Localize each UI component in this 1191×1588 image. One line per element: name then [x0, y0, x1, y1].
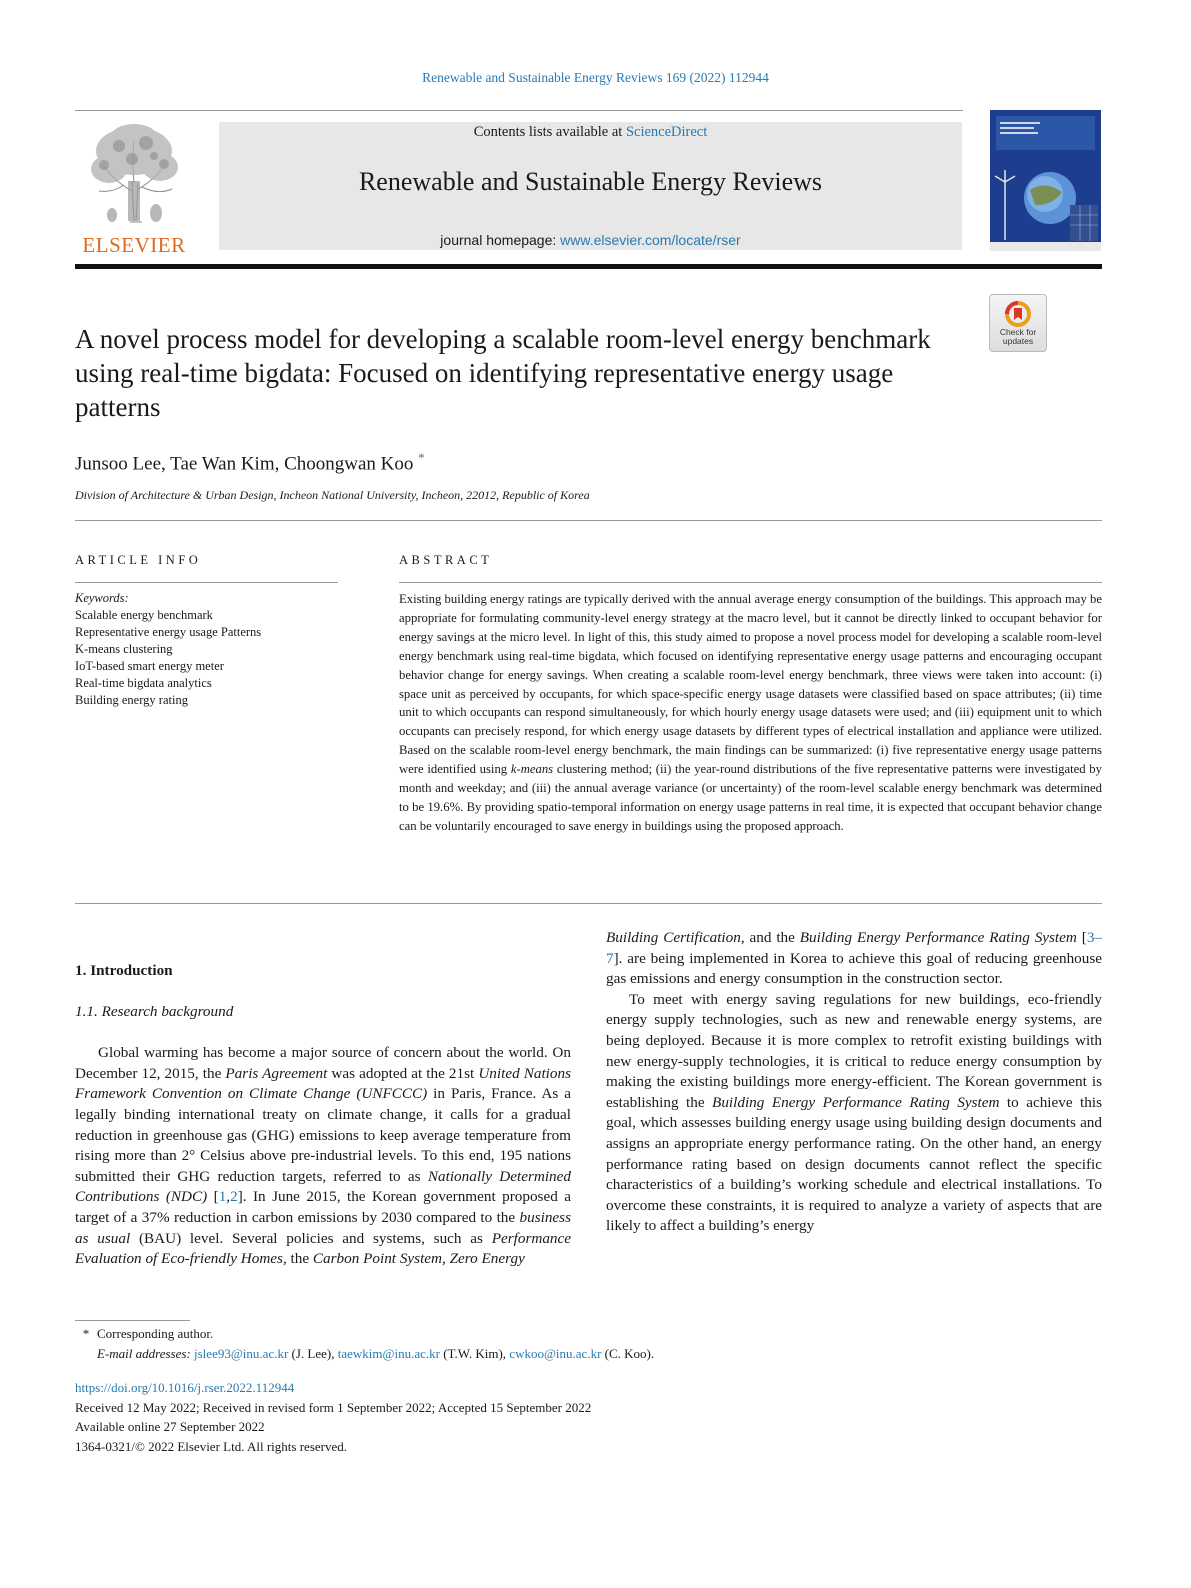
article-info-rule — [75, 582, 338, 583]
abstract-part: Existing building energy ratings are typically derived with the annual average energy consumption of the buildings. This approach may be appropriate for formulating community-level energy strategy at the macro level, but it cannot be directly linked to occupant behavior for energy savings at the micro level. In light of this, this study aimed to propose a novel process model for developing a scalable room-level energy benchmark using real-time bigdata, which focused on identifying representative energy usage patterns and encouraging occupant behavior change for energy savings. When creating a scalable room-level energy benchmark, three views were taken into account: (i) space unit as perceived by occupants, for which space-specific energy usage datasets were classified based on space attributes; (ii) time unit to which occupants can respond simultaneously, for which hourly energy usage datasets were used; and (iii) equipment unit to which occupants can precisely respond, for which energy usage datasets by different types of electrical installation and appliance were utilized. Based on the scalable room-level energy benchmark, the main findings can be summarized: (i) five representative energy usage patterns were identified using — [399, 592, 1102, 777]
body-paragraph — [606, 928, 1102, 990]
body-column-right — [606, 928, 1102, 1237]
text-run: To meet with energy saving regulations for new buildings, eco-friendly energy supply technologies, such as new and renewable energy systems, are being deployed. Because it is more complex to retrofit existing buildings with new energy-supply technologies, it is critical to reduce energy consumption by making the existing buildings more energy-efficient. The Korean government is establishing the — [606, 990, 1102, 1111]
footnote-rule — [75, 1320, 190, 1321]
journal-banner — [219, 122, 962, 250]
emphasis-run: United Nations Framework Convention on Climate Change (UNFCCC) — [75, 1064, 571, 1103]
text-run: , — [226, 1188, 231, 1206]
check-updates-icon — [1005, 301, 1031, 327]
emphasis-run: Performance Evaluation of Eco-friendly Homes, — [75, 1229, 571, 1268]
sciencedirect-link[interactable]: ScienceDirect — [625, 124, 708, 140]
footnote-mark: * — [82, 1326, 90, 1341]
homepage-prefix: journal homepage: — [440, 232, 561, 248]
text-run: [ — [207, 1188, 219, 1206]
text-run: [ — [1076, 929, 1087, 946]
article-metadata — [75, 1378, 591, 1456]
copyright: 1364-0321/© 2022 Elsevier Ltd. All rights reserved. — [75, 1438, 347, 1454]
body-paragraph — [606, 990, 1102, 1237]
homepage-line — [219, 232, 962, 248]
elsevier-tree-icon — [84, 121, 184, 226]
text-run: was adopted at the 21st — [327, 1064, 479, 1082]
keywords-list — [75, 590, 345, 709]
article-info-heading: ARTICLE INFO — [75, 553, 202, 567]
check-for-updates-button[interactable] — [989, 294, 1047, 352]
check-updates-label: Check for updates — [999, 327, 1037, 346]
journal-title: Renewable and Sustainable Energy Reviews — [358, 167, 823, 196]
keyword-item: K-means clustering — [75, 642, 173, 656]
text-run: the — [286, 1250, 313, 1268]
keyword-item: Representative energy usage Patterns — [75, 625, 262, 639]
journal-cover-image[interactable] — [990, 110, 1101, 251]
keyword-item: Building energy rating — [75, 693, 188, 707]
email-link[interactable]: cwkoo@inu.ac.kr — [509, 1345, 602, 1361]
header-divider — [75, 110, 963, 111]
doi-link[interactable]: https://doi.org/10.1016/j.rser.2022.112944 — [75, 1380, 295, 1395]
journal-homepage-link[interactable]: www.elsevier.com/locate/rser — [560, 232, 741, 248]
header-thick-rule — [75, 264, 1102, 269]
elsevier-logo[interactable] — [75, 121, 193, 257]
subsection-heading: 1.1. Research background — [75, 1002, 234, 1020]
contents-line — [219, 124, 962, 141]
title-divider — [75, 520, 1102, 521]
text-run: to achieve this goal, which assesses building energy usage using building design documents and assigns an appropriate energy performance rating. On the other hand, an energy performance rating based on design documents cannot reflect the specific characteristics of a building’s working schedule and electrical installations. To overcome these constraints, it is required to analyze a variety of aspects that are likely to affect a building’s energy — [606, 1093, 1102, 1235]
citation-link[interactable]: 3–7 — [606, 929, 1103, 967]
keyword-item: Scalable energy benchmark — [75, 608, 213, 622]
corresponding-note — [75, 1324, 654, 1344]
text-run: ]. are being implemented in Korea to achieve this goal of reducing greenhouse gas emissions and energy consumption in the construction sector. — [606, 949, 1102, 988]
emphasis-run: Paris Agreement — [225, 1064, 328, 1082]
citation-link[interactable]: 2 — [230, 1188, 238, 1206]
email-label: E-mail addresses: — [97, 1345, 191, 1361]
abstract-text — [399, 590, 1102, 836]
body-paragraph — [75, 1043, 571, 1270]
citation-link[interactable]: 1 — [218, 1188, 227, 1206]
keyword-item: Real-time bigdata analytics — [75, 676, 212, 690]
text-run: in Paris, France. As a legally binding international treaty on climate change, it calls for a gradual reduction in greenhouse gas (GHG) emissions to keep average temperature from rising more than 2° Celsius above pre-industrial levels. To this end, 195 nations submitted their GHG reduction targets, referred to as — [75, 1085, 571, 1185]
email-note — [75, 1344, 654, 1364]
received-dates: Received 12 May 2022; Received in revised form 1 September 2022; Accepted 15 September 2022 — [75, 1399, 592, 1415]
email-link[interactable]: jslee93@inu.ac.kr — [194, 1345, 289, 1361]
email-owner: (T.W. Kim), — [439, 1345, 510, 1361]
keyword-item: IoT-based smart energy meter — [75, 659, 224, 673]
abstract-part: clustering method; (ii) the year-round distributions of the five representative patterns were investigated by month and weekday; and (iii) the annual average variance (or uncertainty) of the room-level scalable energy benchmark was determined to be 19.6%. By providing spatio-temporal information on energy usage patterns in real time, it is expected that occupant behavior change can be voluntarily encouraged to save energy in buildings using the proposed approach. — [399, 762, 1102, 833]
keywords-label: Keywords: — [75, 591, 129, 605]
cover-art — [990, 110, 1101, 251]
footnote — [75, 1324, 654, 1363]
email-owner: (J. Lee), — [288, 1345, 338, 1361]
corresponding-text: Corresponding author. — [97, 1326, 214, 1341]
abstract-emphasis: k-means — [510, 762, 554, 777]
abstract-end-divider — [75, 903, 1102, 904]
text-run: Global warming has become a major source of concern about the world. On December 12, 2015, the — [75, 1044, 571, 1082]
online-date: Available online 27 September 2022 — [75, 1419, 265, 1434]
section-heading: 1. Introduction — [75, 962, 173, 979]
text-run: (BAU) level. Several policies and systems, such as — [130, 1229, 492, 1247]
abstract-heading: ABSTRACT — [399, 553, 493, 567]
corresponding-author-mark[interactable]: * — [418, 450, 425, 465]
emphasis-run: Building Energy Performance Rating System — [712, 1093, 1000, 1111]
email-owner: (C. Koo). — [601, 1345, 655, 1361]
authors-text: Junsoo Lee, Tae Wan Kim, Choongwan Koo — [75, 453, 414, 475]
abstract-rule — [399, 582, 1102, 583]
contents-prefix: Contents lists available at — [473, 124, 626, 140]
author-list — [75, 450, 425, 475]
text-run: ]. In June 2015, the Korean government proposed a target of a 37% reduction in carbon emissions by 2030 compared to the — [75, 1188, 571, 1226]
affiliation: Division of Architecture & Urban Design, Incheon National University, Incheon, 22012, Republic of Korea — [75, 488, 590, 502]
email-link[interactable]: taewkim@inu.ac.kr — [337, 1345, 440, 1361]
emphasis-run: Building Certification, — [606, 929, 745, 946]
journal-reference-link[interactable]: Renewable and Sustainable Energy Reviews 169 (2022) 112944 — [422, 70, 769, 85]
article-title: A novel process model for developing a scalable room-level energy benchmark using real-time bigdata: Focused on identifying representative energy usage patterns — [75, 324, 931, 422]
emphasis-run: Carbon Point System, Zero Energy — [312, 1250, 525, 1268]
body-column-left — [75, 930, 571, 1270]
emphasis-run: Building Energy Performance Rating System — [799, 929, 1077, 946]
emphasis-run: Nationally Determined Contributions (NDC) — [75, 1167, 571, 1206]
text-run: and the — [744, 929, 800, 946]
emphasis-run: business as usual — [75, 1208, 571, 1247]
publisher-name: ELSEVIER — [82, 233, 186, 257]
